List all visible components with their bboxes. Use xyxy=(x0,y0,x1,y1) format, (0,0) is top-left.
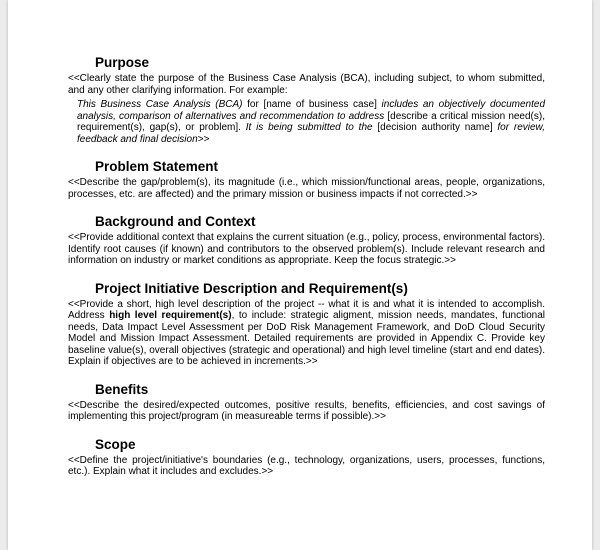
initiative-heading: Project Initiative Description and Requirement(s) xyxy=(95,280,408,296)
initiative-part-3: , to include: strategic aligment, mission needs, mandates, functional needs, Data Impact Level Assessment per DoD Risk Management Framework, and DoD Cloud Security Model and Mission Impact Assessment. Detailed requirements are provided in Appendix C. Provide key baseline value(s), overall objectives (strategic and operational) and high level timeline (start and end dates). Explain if objectives are to be achieved in increments.>> xyxy=(68,310,546,367)
example-part-2: for [name of business case] xyxy=(242,99,382,110)
initiative-text xyxy=(68,299,545,368)
document-page xyxy=(8,0,592,550)
problem-heading: Problem Statement xyxy=(95,159,219,174)
benefits-text: <<Describe the desired/expected outcomes, positive results, benefits, efficiencies, and cost savings of implementing this project/program (in measureable terms if possible).>> xyxy=(68,399,545,422)
scope-section xyxy=(68,436,545,478)
purpose-example xyxy=(77,99,545,145)
problem-text: <<Describe the gap/problem(s), its magnitude (i.e., which mission/functional areas, people, organizations, processes, etc. are affected) and the primary mission or business impacts if not corrected.>> xyxy=(68,177,545,200)
initiative-section xyxy=(68,280,545,368)
initiative-part-1: <<Provide a short, high level description of the project -- what it is and what it is intended to accomplish. Address xyxy=(68,298,545,321)
example-part-6: [decision authority name] xyxy=(372,122,498,133)
example-part-3: includes an objectively documented analysis, comparison of alternatives and recommendation to address xyxy=(77,99,546,122)
background-section xyxy=(68,213,545,267)
problem-section xyxy=(68,158,545,200)
background-heading: Background and Context xyxy=(95,214,256,229)
benefits-heading: Benefits xyxy=(95,381,149,397)
purpose-text: <<Clearly state the purpose of the Business Case Analysis (BCA), including subject, to whom submitted, and any other clarifying information. For example: xyxy=(68,73,545,96)
example-part-1: This Business Case Analysis (BCA) xyxy=(77,99,243,110)
example-part-4: [describe a critical mission need(s), requirement(s), gap(s), or problem]. xyxy=(77,110,545,133)
benefits-section xyxy=(68,381,545,423)
example-part-5: It is being submitted to the xyxy=(245,122,373,133)
purpose-section xyxy=(68,54,545,145)
initiative-part-2: high level requirement(s) xyxy=(109,310,232,321)
document-content xyxy=(68,54,545,491)
scope-heading: Scope xyxy=(95,436,136,452)
scope-text: <<Define the project/initiative's boundaries (e.g., technology, organizations, users, processes, functions, etc.). Explain what it includes and excludes.>> xyxy=(68,454,545,477)
background-text: <<Provide additional context that explains the current situation (e.g., policy, process, environmental factors). Identify root causes (if known) and contributors to the observed problem(s). Include relevant research and information on industry or market conditions as appropriate. Keep the focus strategic.>> xyxy=(68,232,545,266)
example-part-7: for review, feedback and final decision>> xyxy=(77,122,546,145)
purpose-heading: Purpose xyxy=(95,55,150,70)
